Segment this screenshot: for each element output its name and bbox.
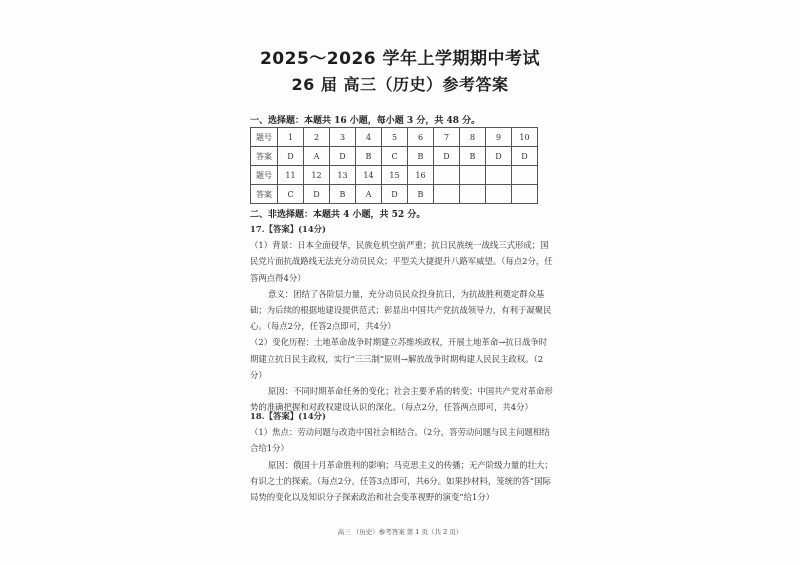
page-footer: 高三 （历史）参考答案 第 1 页（共 2 页） (337, 528, 463, 536)
table-cell: B (356, 147, 382, 166)
table-row (251, 147, 538, 166)
table-cell (434, 185, 460, 204)
table-cell (512, 166, 538, 185)
table-cell: D (304, 185, 330, 204)
table-cell: C (382, 147, 408, 166)
table-cell: 4 (356, 128, 382, 147)
table-cell: D (382, 185, 408, 204)
table-cell: D (278, 147, 304, 166)
q17-reasons: 原因：不同时期革命任务的变化；社会主要矛盾的转变；中国共产党对革命形势的准确把握和对政权建设认识的深化。（每点2分，任答两点即可，共4分） (250, 386, 553, 413)
table-row (251, 128, 538, 147)
table-cell: 6 (408, 128, 434, 147)
question-18-block (250, 408, 555, 505)
table-cell: 11 (278, 166, 304, 185)
table-cell: 2 (304, 128, 330, 147)
table-cell (486, 185, 512, 204)
table-cell: 15 (382, 166, 408, 185)
question-17-heading: 17.【答案】(14分) (250, 224, 327, 234)
table-cell (512, 185, 538, 204)
table-row (251, 166, 538, 185)
table-cell: 1 (278, 128, 304, 147)
table-cell: D (486, 147, 512, 166)
table-cell: 8 (460, 128, 486, 147)
table-row (251, 185, 538, 204)
table-cell: B (408, 185, 434, 204)
table-cell: 7 (434, 128, 460, 147)
table-cell: A (304, 147, 330, 166)
table-row-header: 答案 (251, 147, 278, 166)
table-row-header: 题号 (251, 128, 278, 147)
table-cell (460, 166, 486, 185)
table-row-header: 答案 (251, 185, 278, 204)
q18-focus: （1）焦点：劳动问题与改造中国社会相结合。（2分，答劳动问题与民主问题相结合给1分） (250, 427, 550, 454)
table-cell: B (408, 147, 434, 166)
q17-change-process: （2）变化历程：土地革命战争时期建立苏维埃政权，开展土地革命→抗日战争时期建立抗日民主政权，实行“三三制”原则→解放战争时期构建人民民主政权。（2分） (250, 337, 548, 380)
question-18-heading: 18.【答案】(14分) (250, 411, 327, 421)
table-cell: B (460, 147, 486, 166)
table-cell: 5 (382, 128, 408, 147)
question-17-block (250, 221, 555, 415)
answer-table (250, 127, 538, 204)
q18-reasons: 原因：俄国十月革命胜利的影响；马克思主义的传播；无产阶级力量的壮大；有识之士的探索。（每点2分，任答3点即可，共6分。如果抄材料，笼统的答“国际局势的变化以及知识分子探索政治和社会变革视野的演变”给1分） (250, 459, 553, 503)
q17-background: （1）背景：日本全面侵华，民族危机空前严重；抗日民族统一战线三式形成；国民党片面抗战路线无法充分动员民众；平型关大捷提升八路军威望。（每点2分，任答两点得4分） (250, 240, 553, 283)
table-cell: 3 (330, 128, 356, 147)
section-one-heading: 一、选择题：本题共 16 小题，每小题 3 分，共 48 分。 (250, 116, 481, 126)
table-cell: 9 (486, 128, 512, 147)
table-cell (460, 185, 486, 204)
page-title: 2025～2026 学年上学期期中考试 (259, 49, 541, 69)
table-cell: A (356, 185, 382, 204)
table-cell: 13 (330, 166, 356, 185)
table-cell: C (278, 185, 304, 204)
table-row-header: 题号 (251, 166, 278, 185)
table-cell: 14 (356, 166, 382, 185)
table-cell: 12 (304, 166, 330, 185)
q17-significance: 意义：团结了各阶层力量，充分动员民众投身抗日，为抗战胜利奠定群众基础；为后续的根据地建设提供范式；彰显出中国共产党抗战领导力，有利于凝聚民心。（每点2分，任答2点即可，共4分） (250, 288, 552, 332)
table-cell: 16 (408, 166, 434, 185)
table-cell: 10 (512, 128, 538, 147)
section-two-heading: 二、非选择题：本题共 4 小题，共 52 分。 (250, 210, 426, 220)
table-cell: D (512, 147, 538, 166)
table-cell: D (434, 147, 460, 166)
page-subtitle: 26 届 高三（历史）参考答案 (291, 75, 509, 94)
table-cell: B (330, 185, 356, 204)
table-cell (434, 166, 460, 185)
table-cell (486, 166, 512, 185)
table-cell: D (330, 147, 356, 166)
